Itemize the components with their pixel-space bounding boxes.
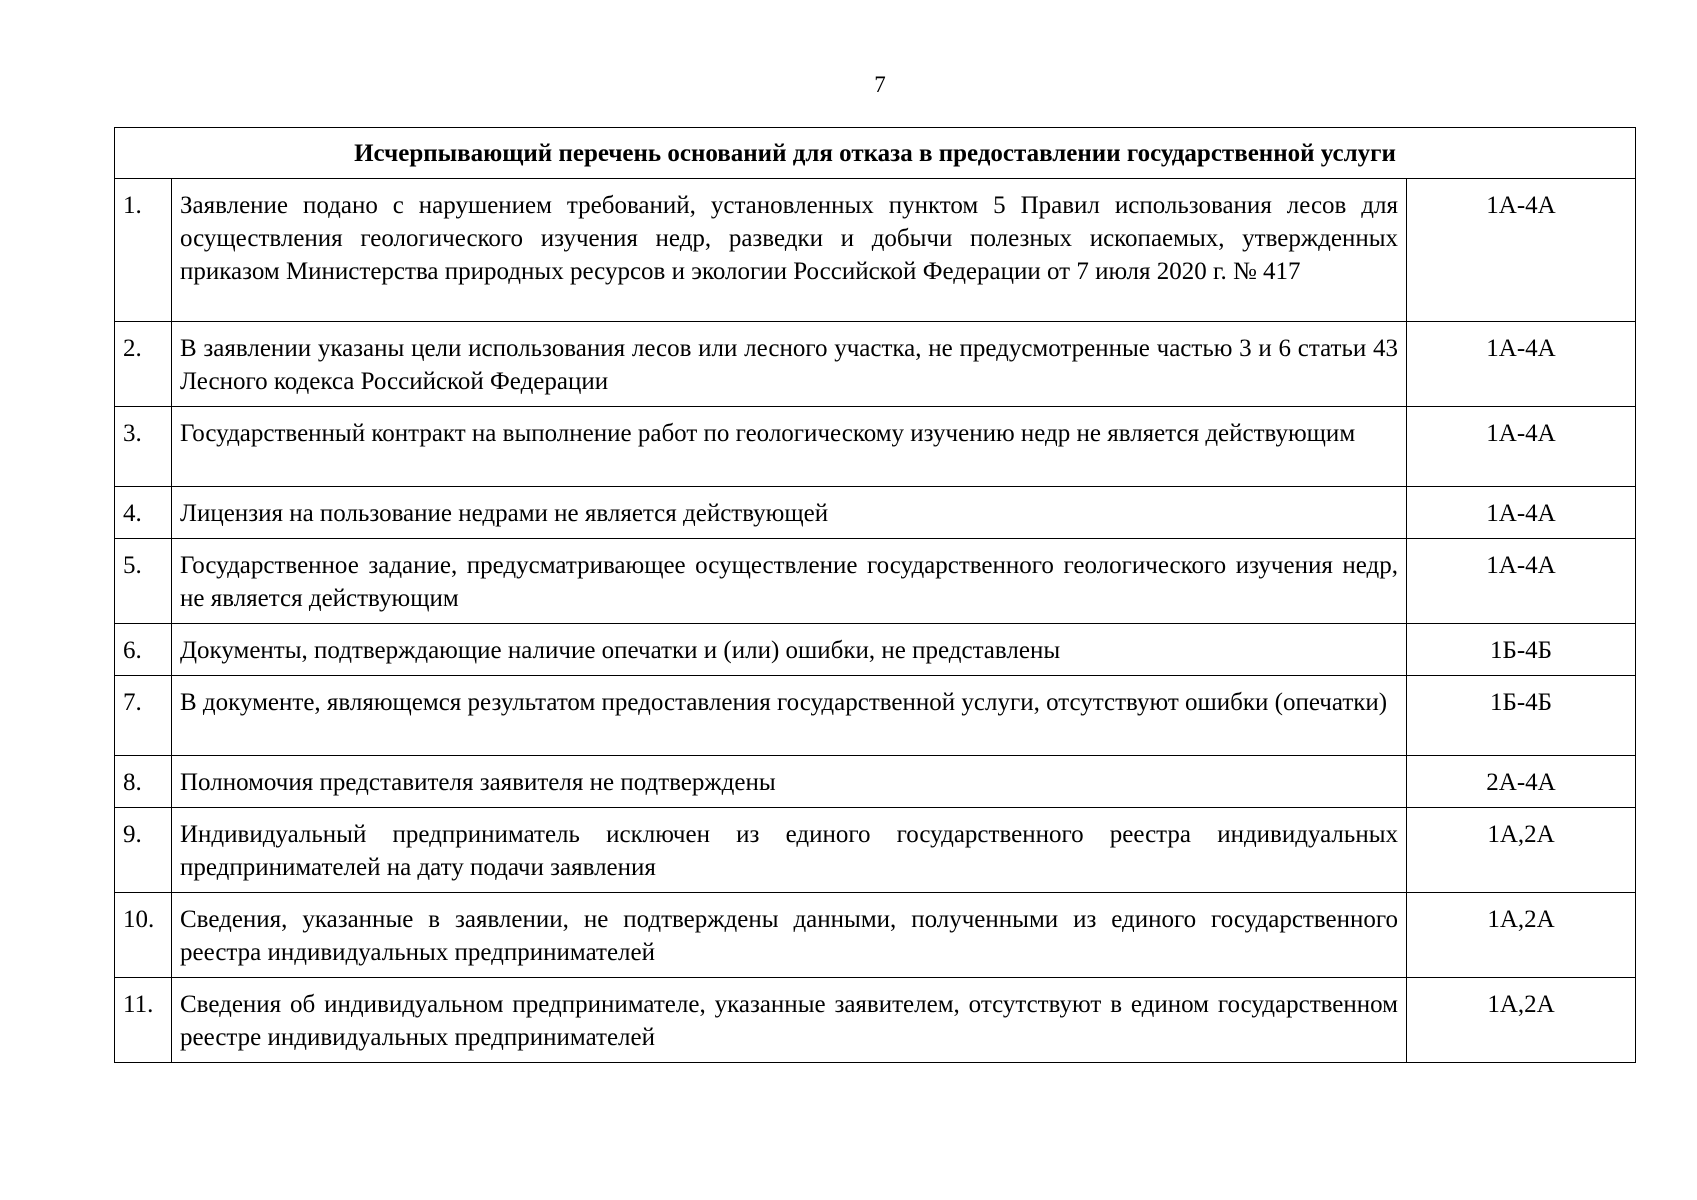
row-number: 9. — [115, 808, 172, 893]
row-number: 7. — [115, 676, 172, 756]
row-ground-text: Полномочия представителя заявителя не подтверждены — [172, 756, 1407, 808]
row-ground-text: Сведения, указанные в заявлении, не подтверждены данными, полученными из единого государственного реестра индивидуальных предпринимателей — [172, 893, 1407, 978]
table-row — [115, 322, 1636, 407]
table-row — [115, 978, 1636, 1063]
row-code: 1А-4А — [1407, 179, 1636, 322]
table-row — [115, 676, 1636, 756]
row-code: 1Б-4Б — [1407, 676, 1636, 756]
row-ground-text: Лицензия на пользование недрами не является действующей — [172, 487, 1407, 539]
table-row — [115, 407, 1636, 487]
row-code: 1А-4А — [1407, 539, 1636, 624]
row-code: 1А,2А — [1407, 978, 1636, 1063]
table-row — [115, 179, 1636, 322]
row-ground-text: Заявление подано с нарушением требований, установленных пунктом 5 Правил использования лесов для осуществления геологического изучения недр, разведки и добычи полезных ископаемых, утвержденных приказом Министерства природных ресурсов и экологии Российской Федерации от 7 июля 2020 г. № 417 — [172, 179, 1407, 322]
table-row — [115, 756, 1636, 808]
row-number: 5. — [115, 539, 172, 624]
table-row — [115, 487, 1636, 539]
table-row — [115, 808, 1636, 893]
row-number: 2. — [115, 322, 172, 407]
row-number: 8. — [115, 756, 172, 808]
row-code: 1Б-4Б — [1407, 624, 1636, 676]
table-row — [115, 893, 1636, 978]
row-ground-text: Государственное задание, предусматривающее осуществление государственного геологического изучения недр, не является действующим — [172, 539, 1407, 624]
row-code: 1А-4А — [1407, 487, 1636, 539]
refusal-grounds-table — [114, 127, 1636, 1063]
row-number: 1. — [115, 179, 172, 322]
row-code: 1А-4А — [1407, 322, 1636, 407]
table-title: Исчерпывающий перечень оснований для отказа в предоставлении государственной услуги — [115, 128, 1636, 179]
row-number: 4. — [115, 487, 172, 539]
row-code: 1А,2А — [1407, 893, 1636, 978]
row-ground-text: Сведения об индивидуальном предпринимателе, указанные заявителем, отсутствуют в едином государственном реестре индивидуальных предпринимателей — [172, 978, 1407, 1063]
table-row — [115, 624, 1636, 676]
row-ground-text: В документе, являющемся результатом предоставления государственной услуги, отсутствуют ошибки (опечатки) — [172, 676, 1407, 756]
page-number: 7 — [874, 72, 886, 97]
table-header-row — [115, 128, 1636, 179]
table-row — [115, 539, 1636, 624]
row-ground-text: Документы, подтверждающие наличие опечатки и (или) ошибки, не представлены — [172, 624, 1407, 676]
row-number: 10. — [115, 893, 172, 978]
row-number: 3. — [115, 407, 172, 487]
row-code: 1А-4А — [1407, 407, 1636, 487]
row-ground-text: Индивидуальный предприниматель исключен из единого государственного реестра индивидуальных предпринимателей на дату подачи заявления — [172, 808, 1407, 893]
row-code: 2А-4А — [1407, 756, 1636, 808]
row-number: 6. — [115, 624, 172, 676]
row-number: 11. — [115, 978, 172, 1063]
row-ground-text: Государственный контракт на выполнение работ по геологическому изучению недр не является действующим — [172, 407, 1407, 487]
row-ground-text: В заявлении указаны цели использования лесов или лесного участка, не предусмотренные частью 3 и 6 статьи 43 Лесного кодекса Российской Федерации — [172, 322, 1407, 407]
row-code: 1А,2А — [1407, 808, 1636, 893]
